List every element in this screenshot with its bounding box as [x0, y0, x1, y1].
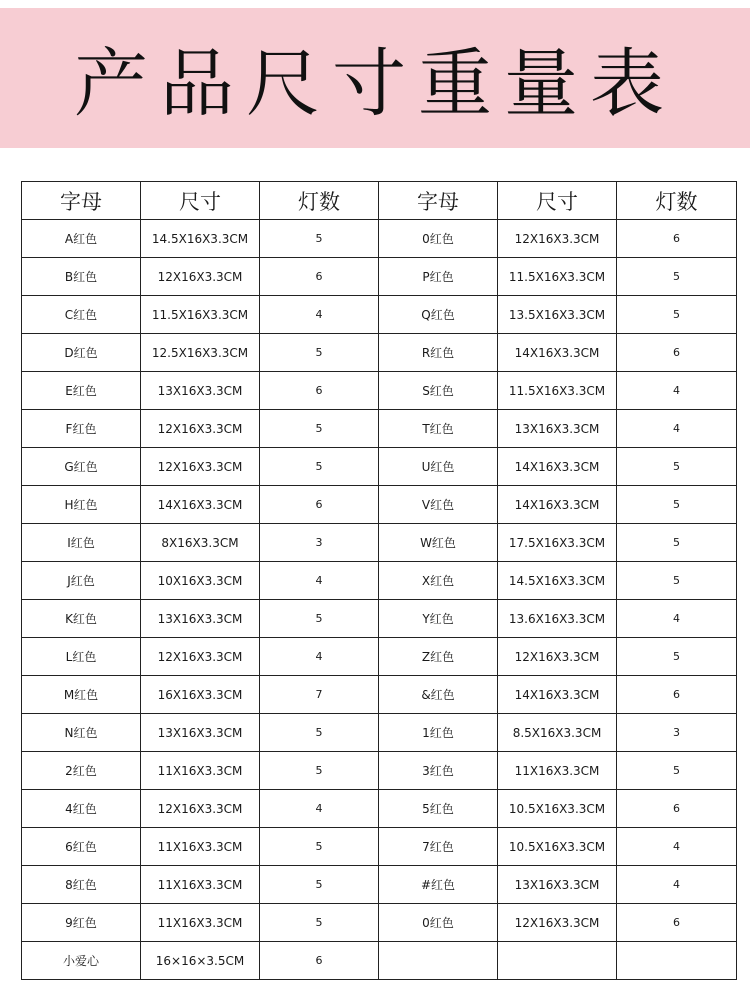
- cell-light-count: 5: [260, 334, 379, 372]
- cell-letter: &红色: [379, 676, 498, 714]
- cell-light-count: 6: [617, 334, 737, 372]
- cell-size: 17.5X16X3.3CM: [498, 524, 617, 562]
- cell-letter: S红色: [379, 372, 498, 410]
- cell-light-count: 5: [260, 866, 379, 904]
- cell-letter: V红色: [379, 486, 498, 524]
- cell-light-count: 5: [617, 752, 737, 790]
- cell-size: 13X16X3.3CM: [141, 372, 260, 410]
- table-row: [22, 790, 737, 828]
- cell-light-count: 4: [617, 828, 737, 866]
- cell-letter: P红色: [379, 258, 498, 296]
- cell-letter: Z红色: [379, 638, 498, 676]
- table-row: [22, 296, 737, 334]
- cell-light-count: 5: [617, 258, 737, 296]
- cell-letter: 小爱心: [22, 942, 141, 980]
- cell-letter: 2红色: [22, 752, 141, 790]
- cell-letter: 5红色: [379, 790, 498, 828]
- cell-size: 13X16X3.3CM: [141, 600, 260, 638]
- cell-size: 11X16X3.3CM: [141, 866, 260, 904]
- header-size: 尺寸: [498, 182, 617, 220]
- cell-letter: 0红色: [379, 904, 498, 942]
- cell-light-count: 6: [617, 676, 737, 714]
- cell-light-count: 4: [617, 372, 737, 410]
- header-light-count: 灯数: [260, 182, 379, 220]
- cell-size: 13.6X16X3.3CM: [498, 600, 617, 638]
- cell-letter: I红色: [22, 524, 141, 562]
- table-row: [22, 752, 737, 790]
- cell-letter: N红色: [22, 714, 141, 752]
- cell-light-count: 6: [617, 220, 737, 258]
- table-row: [22, 372, 737, 410]
- cell-size: 12X16X3.3CM: [141, 258, 260, 296]
- cell-size: 14X16X3.3CM: [498, 676, 617, 714]
- table-row: [22, 562, 737, 600]
- table-row: [22, 334, 737, 372]
- cell-letter: C红色: [22, 296, 141, 334]
- cell-size: [498, 942, 617, 980]
- cell-letter: 6红色: [22, 828, 141, 866]
- cell-letter: X红色: [379, 562, 498, 600]
- cell-letter: R红色: [379, 334, 498, 372]
- header-size: 尺寸: [141, 182, 260, 220]
- cell-size: 14X16X3.3CM: [141, 486, 260, 524]
- table-row: [22, 638, 737, 676]
- table-row: [22, 220, 737, 258]
- cell-size: 8.5X16X3.3CM: [498, 714, 617, 752]
- cell-light-count: 5: [617, 296, 737, 334]
- cell-letter: 0红色: [379, 220, 498, 258]
- table-header-row: [22, 182, 737, 220]
- cell-size: 10.5X16X3.3CM: [498, 790, 617, 828]
- table-row: [22, 486, 737, 524]
- cell-light-count: 4: [260, 790, 379, 828]
- cell-light-count: 3: [260, 524, 379, 562]
- cell-size: 14X16X3.3CM: [498, 448, 617, 486]
- cell-light-count: 4: [260, 638, 379, 676]
- cell-size: 12X16X3.3CM: [498, 638, 617, 676]
- cell-letter: U红色: [379, 448, 498, 486]
- table-row: [22, 942, 737, 980]
- cell-size: 12X16X3.3CM: [498, 904, 617, 942]
- cell-letter: L红色: [22, 638, 141, 676]
- cell-letter: M红色: [22, 676, 141, 714]
- cell-light-count: [617, 942, 737, 980]
- cell-letter: T红色: [379, 410, 498, 448]
- cell-letter: W红色: [379, 524, 498, 562]
- cell-size: 14.5X16X3.3CM: [141, 220, 260, 258]
- cell-light-count: 5: [260, 904, 379, 942]
- table-row: [22, 676, 737, 714]
- cell-size: 13X16X3.3CM: [141, 714, 260, 752]
- cell-letter: B红色: [22, 258, 141, 296]
- page-title: 产品尺寸重量表: [74, 41, 676, 127]
- cell-size: 12X16X3.3CM: [141, 638, 260, 676]
- table-row: [22, 600, 737, 638]
- cell-letter: 4红色: [22, 790, 141, 828]
- cell-light-count: 6: [260, 372, 379, 410]
- header-light-count: 灯数: [617, 182, 737, 220]
- cell-light-count: 6: [260, 942, 379, 980]
- cell-letter: [379, 942, 498, 980]
- table-row: [22, 258, 737, 296]
- cell-letter: D红色: [22, 334, 141, 372]
- cell-size: 11.5X16X3.3CM: [498, 258, 617, 296]
- cell-size: 10X16X3.3CM: [141, 562, 260, 600]
- cell-light-count: 5: [617, 486, 737, 524]
- cell-size: 12X16X3.3CM: [141, 410, 260, 448]
- cell-letter: 9红色: [22, 904, 141, 942]
- cell-letter: J红色: [22, 562, 141, 600]
- table-row: [22, 524, 737, 562]
- cell-letter: F红色: [22, 410, 141, 448]
- cell-size: 11.5X16X3.3CM: [498, 372, 617, 410]
- cell-light-count: 5: [260, 714, 379, 752]
- cell-letter: H红色: [22, 486, 141, 524]
- cell-letter: 3红色: [379, 752, 498, 790]
- cell-light-count: 4: [617, 866, 737, 904]
- cell-size: 14X16X3.3CM: [498, 486, 617, 524]
- cell-letter: Q红色: [379, 296, 498, 334]
- cell-letter: K红色: [22, 600, 141, 638]
- cell-light-count: 4: [617, 600, 737, 638]
- cell-light-count: 5: [260, 220, 379, 258]
- cell-light-count: 7: [260, 676, 379, 714]
- cell-size: 8X16X3.3CM: [141, 524, 260, 562]
- cell-size: 13X16X3.3CM: [498, 866, 617, 904]
- cell-size: 12X16X3.3CM: [141, 448, 260, 486]
- size-weight-table: [21, 181, 737, 980]
- cell-letter: G红色: [22, 448, 141, 486]
- cell-size: 11X16X3.3CM: [141, 752, 260, 790]
- cell-light-count: 5: [617, 562, 737, 600]
- cell-size: 12X16X3.3CM: [141, 790, 260, 828]
- cell-light-count: 5: [617, 448, 737, 486]
- cell-light-count: 5: [617, 638, 737, 676]
- cell-size: 14.5X16X3.3CM: [498, 562, 617, 600]
- cell-size: 12X16X3.3CM: [498, 220, 617, 258]
- cell-light-count: 5: [617, 524, 737, 562]
- cell-letter: Y红色: [379, 600, 498, 638]
- cell-size: 12.5X16X3.3CM: [141, 334, 260, 372]
- cell-light-count: 4: [617, 410, 737, 448]
- cell-size: 13.5X16X3.3CM: [498, 296, 617, 334]
- table-row: [22, 714, 737, 752]
- cell-light-count: 6: [260, 258, 379, 296]
- cell-light-count: 5: [260, 828, 379, 866]
- cell-light-count: 4: [260, 562, 379, 600]
- cell-size: 16X16X3.3CM: [141, 676, 260, 714]
- cell-size: 11X16X3.3CM: [141, 904, 260, 942]
- title-banner: [0, 8, 750, 148]
- header-letter: 字母: [22, 182, 141, 220]
- table-row: [22, 904, 737, 942]
- cell-letter: E红色: [22, 372, 141, 410]
- cell-light-count: 6: [617, 904, 737, 942]
- cell-size: 16×16×3.5CM: [141, 942, 260, 980]
- cell-letter: A红色: [22, 220, 141, 258]
- cell-light-count: 5: [260, 752, 379, 790]
- cell-letter: #红色: [379, 866, 498, 904]
- cell-light-count: 3: [617, 714, 737, 752]
- table-row: [22, 448, 737, 486]
- cell-light-count: 4: [260, 296, 379, 334]
- cell-size: 11.5X16X3.3CM: [141, 296, 260, 334]
- cell-size: 10.5X16X3.3CM: [498, 828, 617, 866]
- table-row: [22, 410, 737, 448]
- cell-light-count: 5: [260, 448, 379, 486]
- table-row: [22, 866, 737, 904]
- cell-light-count: 5: [260, 410, 379, 448]
- cell-letter: 8红色: [22, 866, 141, 904]
- table-row: [22, 828, 737, 866]
- cell-size: 14X16X3.3CM: [498, 334, 617, 372]
- cell-size: 13X16X3.3CM: [498, 410, 617, 448]
- cell-size: 11X16X3.3CM: [498, 752, 617, 790]
- cell-light-count: 6: [260, 486, 379, 524]
- cell-letter: 7红色: [379, 828, 498, 866]
- cell-size: 11X16X3.3CM: [141, 828, 260, 866]
- cell-light-count: 6: [617, 790, 737, 828]
- header-letter: 字母: [379, 182, 498, 220]
- cell-light-count: 5: [260, 600, 379, 638]
- cell-letter: 1红色: [379, 714, 498, 752]
